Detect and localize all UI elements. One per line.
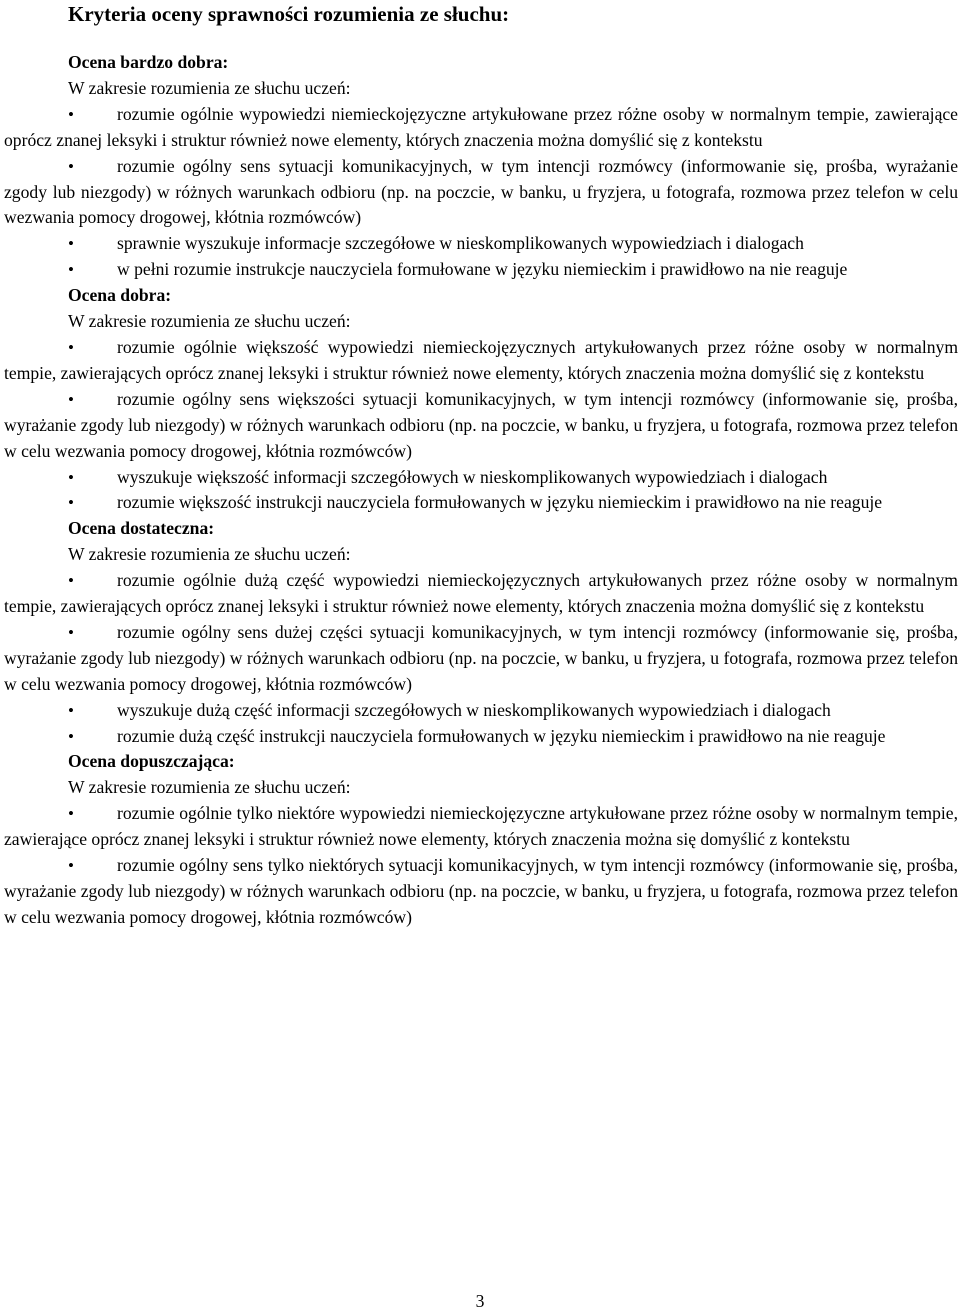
- bullet-icon: •: [68, 389, 74, 409]
- list-item: [4, 801, 958, 853]
- bullet-icon: •: [68, 493, 74, 513]
- bullet-icon: •: [68, 726, 74, 746]
- list-item: [4, 102, 958, 154]
- list-item-text: w pełni rozumie instrukcje nauczyciela formułowane w języku niemieckim i prawidłowo na nie reaguje: [117, 259, 848, 280]
- list-item: [4, 698, 958, 724]
- bullet-icon: •: [68, 804, 74, 824]
- list-item-text: rozumie ogólny sens większości sytuacji komunikacyjnych, w tym intencji rozmówcy (informowanie się, prośba, wyrażanie zgody lub niezgody) w różnych warunkach odbioru (np. na poczcie, w banku, u fryzjera, u fotografa, rozmowa przez telefon w celu wezwania pomocy drogowej, kłótnia rozmówców): [4, 388, 958, 461]
- document-page: [4, 0, 958, 931]
- bullet-icon: •: [68, 156, 74, 176]
- list-item-text: rozumie ogólny sens dużej części sytuacji komunikacyjnych, w tym intencji rozmówcy (informowanie się, prośba, wyrażanie zgody lub niezgody) w różnych warunkach odbioru (np. na poczcie, w banku, u fryzjera, u fotografa, rozmowa przez telefon w celu wezwania pomocy drogowej, kłótnia rozmówców): [4, 621, 958, 694]
- bullet-icon: •: [68, 104, 74, 124]
- bullet-icon: •: [68, 700, 74, 720]
- page-title: Kryteria oceny sprawności rozumienia ze słuchu:: [68, 2, 510, 26]
- page-number: 3: [475, 1291, 485, 1311]
- section-dostateczna: [4, 516, 958, 749]
- section-intro: W zakresie rozumienia ze słuchu uczeń:: [68, 311, 351, 332]
- list-item: [4, 620, 958, 698]
- list-item: [4, 231, 958, 257]
- bullet-icon: •: [68, 571, 74, 591]
- list-item: [4, 257, 958, 283]
- section-heading: Ocena bardzo dobra:: [68, 52, 229, 72]
- list-item: [4, 853, 958, 931]
- list-item-text: wyszukuje dużą część informacji szczegółowych w nieskomplikowanych wypowiedziach i dialogach: [117, 699, 831, 720]
- bullet-icon: •: [68, 856, 74, 876]
- list-item-text: sprawnie wyszukuje informacje szczegółowe w nieskomplikowanych wypowiedziach i dialogach: [117, 233, 804, 254]
- list-item-text: rozumie ogólny sens sytuacji komunikacyjnych, w tym intencji rozmówcy (informowanie się, prośba, wyrażanie zgody lub niezgody) w różnych warunkach odbioru (np. na poczcie, w banku, u fryzjera, u fotografa, rozmowa przez telefon w celu wezwania pomocy drogowej, kłótnia rozmówców): [4, 155, 958, 228]
- section-bardzo-dobra: [4, 50, 958, 283]
- section-dopuszczajaca: [4, 749, 958, 930]
- bullet-icon: •: [68, 467, 74, 487]
- list-item-text: wyszukuje większość informacji szczegółowych w nieskomplikowanych wypowiedziach i dialogach: [117, 466, 828, 487]
- section-dobra: [4, 283, 958, 516]
- list-item: [4, 568, 958, 620]
- list-item: [4, 335, 958, 387]
- bullet-icon: •: [68, 234, 74, 254]
- list-item-text: rozumie ogólnie większość wypowiedzi niemieckojęzycznych artykułowanych przez różne osoby w normalnym tempie, zawierających oprócz znanej leksyki i struktur również nowe elementy, których znaczenia można domyślić się z kontekstu: [4, 336, 958, 383]
- list-item: [4, 465, 958, 491]
- section-heading: Ocena dopuszczająca:: [68, 751, 235, 772]
- list-item-text: rozumie większość instrukcji nauczyciela formułowanych w języku niemieckim i prawidłowo na nie reaguje: [117, 492, 883, 513]
- list-item: [4, 724, 958, 750]
- list-item: [4, 154, 958, 232]
- bullet-icon: •: [68, 337, 74, 357]
- list-item-text: rozumie ogólnie dużą część wypowiedzi niemieckojęzycznych artykułowanych przez różne osoby w normalnym tempie, zawierających oprócz znanej leksyki i struktur również nowe elementy, których znaczenia można domyślić się z kontekstu: [4, 570, 958, 617]
- list-item: [4, 387, 958, 465]
- section-heading: Ocena dobra:: [68, 285, 172, 306]
- section-intro: W zakresie rozumienia ze słuchu uczeń:: [68, 544, 351, 565]
- bullet-icon: •: [68, 260, 74, 280]
- list-item-text: rozumie ogólnie tylko niektóre wypowiedzi niemieckojęzyczne artykułowane przez różne osoby w normalnym tempie, zawierające oprócz znanej leksyki i struktur również nowe elementy, których znaczenia można się domyślić z kontekstu: [4, 803, 958, 850]
- bullet-icon: •: [68, 622, 74, 642]
- section-intro: W zakresie rozumienia ze słuchu uczeń:: [68, 77, 351, 98]
- section-heading: Ocena dostateczna:: [68, 518, 215, 539]
- section-intro: W zakresie rozumienia ze słuchu uczeń:: [68, 777, 351, 798]
- list-item-text: rozumie ogólnie wypowiedzi niemieckojęzyczne artykułowane przez różne osoby w normalnym tempie, zawierające oprócz znanej leksyki i struktur również nowe elementy, których znaczenia można domyślić się z kontekstu: [4, 103, 958, 150]
- list-item-text: rozumie ogólny sens tylko niektórych sytuacji komunikacyjnych, w tym intencji rozmówcy (informowanie się, prośba, wyrażanie zgody lub niezgody) w różnych warunkach odbioru (np. na poczcie, w banku, u fryzjera, u fotografa, rozmowa przez telefon w celu wezwania pomocy drogowej, kłótnia rozmówców): [4, 855, 958, 927]
- list-item-text: rozumie dużą część instrukcji nauczyciela formułowanych w języku niemieckim i prawidłowo na nie reaguje: [117, 725, 886, 746]
- list-item: [4, 490, 958, 516]
